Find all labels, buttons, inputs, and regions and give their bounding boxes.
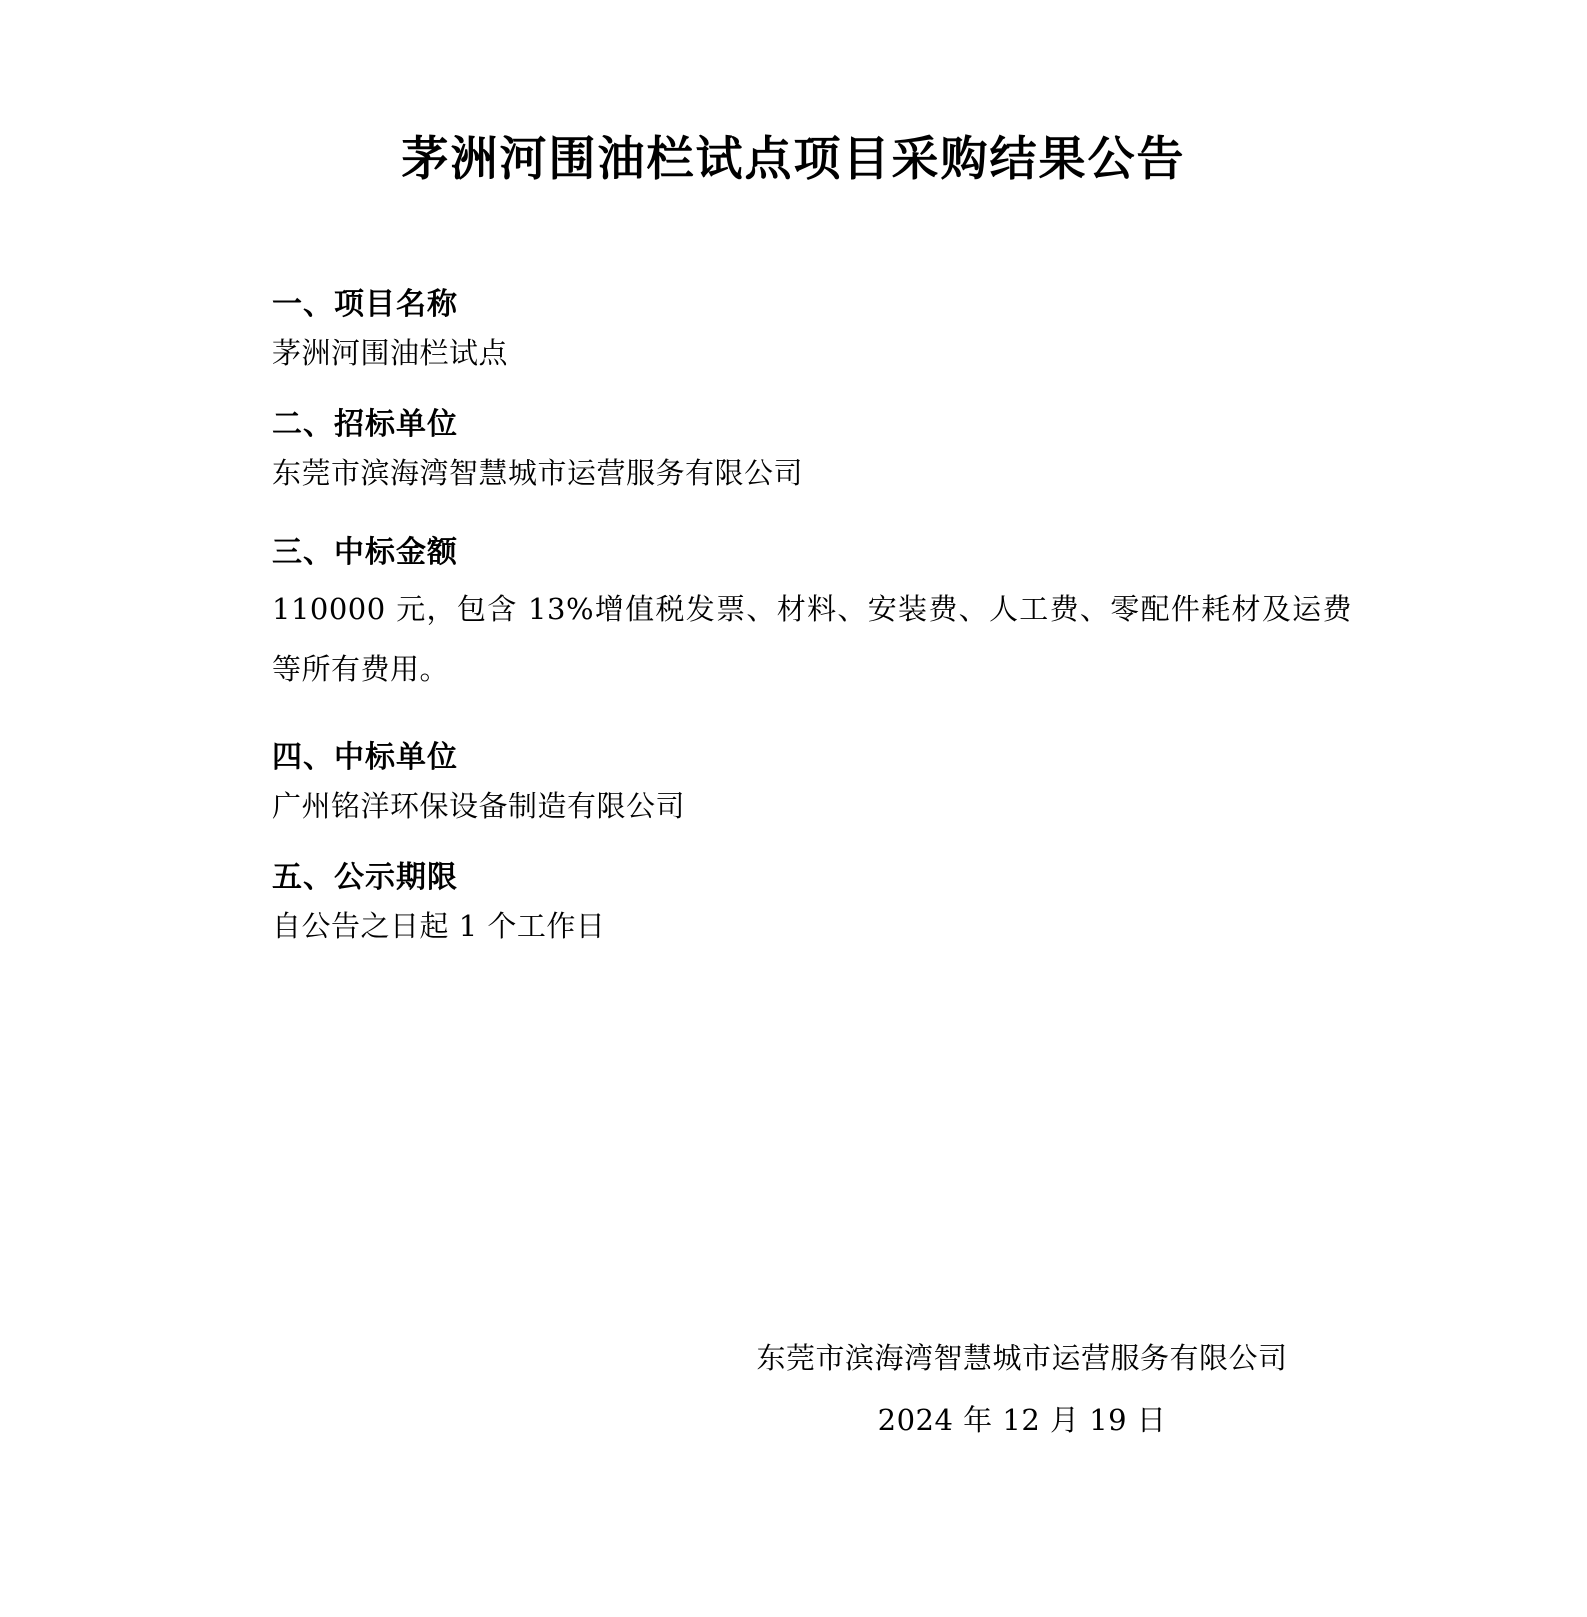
section-body: 茅洲河围油栏试点 xyxy=(272,336,509,371)
signature-date: 2024 年 12 月 19 日 xyxy=(877,1402,1167,1437)
section-project-name xyxy=(272,284,1352,374)
section-body: 东莞市滨海湾智慧城市运营服务有限公司 xyxy=(272,456,804,491)
section-body: 自公告之日起 1 个工作日 xyxy=(272,909,606,944)
section-body: 广州铭洋环保设备制造有限公司 xyxy=(272,789,686,824)
document-body xyxy=(0,284,1587,947)
section-heading: 五、公示期限 xyxy=(272,860,458,896)
section-heading: 一、项目名称 xyxy=(272,287,458,323)
signature-block xyxy=(692,1337,1352,1442)
section-publicity-period xyxy=(272,857,1352,947)
section-body: 110000 元，包含 13%增值税发票、材料、安装费、人工费、零配件耗材及运费等所有费用。 xyxy=(272,592,1352,686)
page-title: 茅洲河围油栏试点项目采购结果公告 xyxy=(401,132,1186,187)
section-winning-org xyxy=(272,737,1352,827)
spacer xyxy=(272,827,1352,857)
spacer xyxy=(272,494,1352,532)
section-bid-amount xyxy=(272,532,1352,699)
spacer xyxy=(272,699,1352,737)
section-tender-org xyxy=(272,404,1352,494)
section-heading: 二、招标单位 xyxy=(272,407,458,443)
spacer xyxy=(272,374,1352,404)
section-heading: 四、中标单位 xyxy=(272,740,458,776)
signature-organization: 东莞市滨海湾智慧城市运营服务有限公司 xyxy=(756,1341,1288,1375)
section-heading: 三、中标金额 xyxy=(272,535,458,571)
